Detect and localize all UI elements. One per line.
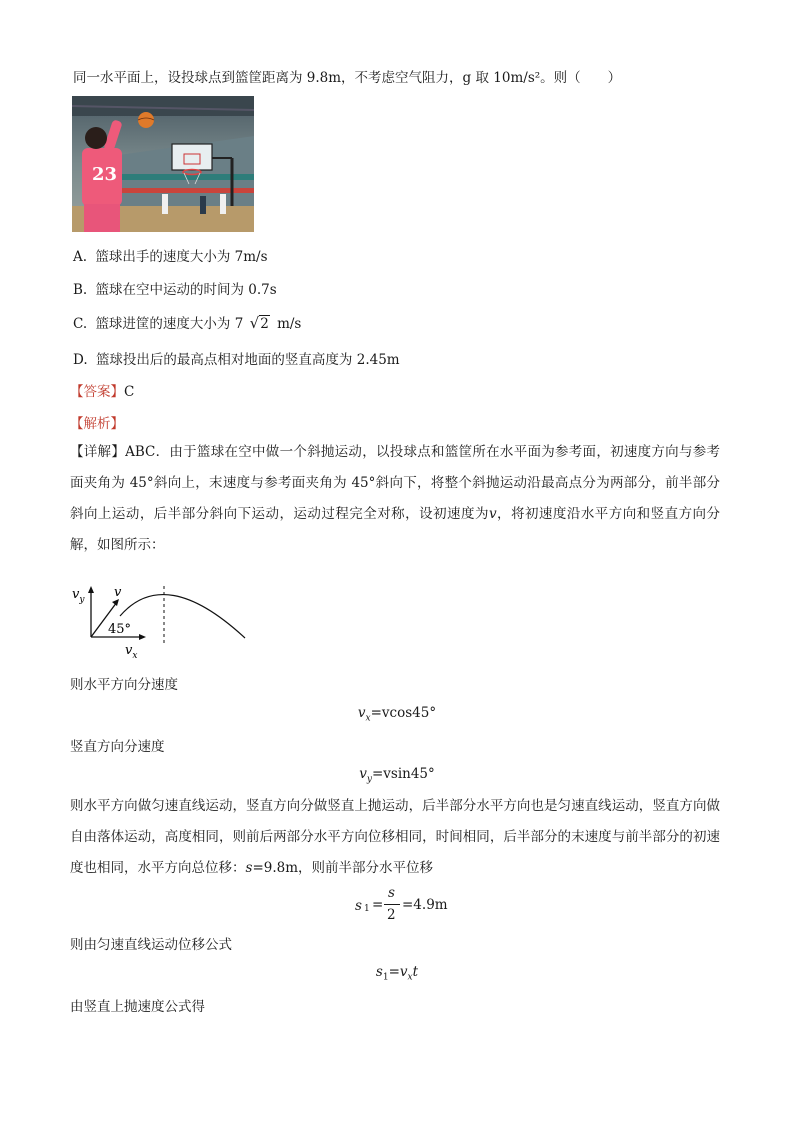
equation-s1-vxt: $s_1=v_xt$ <box>375 964 419 983</box>
option-a-label: A. <box>73 249 88 265</box>
angle-label: 45° <box>108 622 132 637</box>
sqrt-symbol: √2 <box>249 314 269 332</box>
option-a <box>73 245 268 265</box>
option-c-text: 篮球进筐的速度大小为 7 <box>95 316 244 332</box>
vx-label: $v_x$ <box>125 643 138 661</box>
horizontal-component-text: 则水平方向分速度 <box>70 677 178 693</box>
trajectory-curve <box>120 595 245 638</box>
answer-tag: 【答案】 <box>70 384 124 400</box>
option-c-unit: m/s <box>277 316 302 332</box>
equation-vx: $v_x=vcos45^\circ$ <box>357 705 437 724</box>
answer-line <box>70 380 134 400</box>
analysis-paragraph-2: 则水平方向做匀速直线运动，竖直方向分做竖直上抛运动，后半部分水平方向也是匀速直线运动，竖直方向做自由落体运动，高度相同，则前后两部分水平方向位移相同，时间相同，后半部分的末速度与前半部分的初速度也相同，水平方向总位移：s=9.8m，则前半部分水平位移 <box>70 798 720 876</box>
option-d-text: 篮球投出后的最高点相对地面的竖直高度为 2.45m <box>95 352 400 368</box>
question-stem: 同一水平面上，设投球点到篮筐距离为 9.8m，不考虑空气阻力，g 取 10m/s²。则（ ） <box>73 70 622 86</box>
option-b <box>73 278 277 298</box>
velocity-diagram-svg <box>70 582 250 662</box>
basketball-photo-image <box>72 96 254 232</box>
option-a-text: 篮球出手的速度大小为 7m/s <box>95 249 268 265</box>
jersey-number: 23 <box>92 164 118 185</box>
equation-vy: $v_y=vsin45^\circ$ <box>359 766 435 785</box>
vx-arrow-head <box>139 634 146 640</box>
detail-tag: 【详解】 <box>70 444 126 460</box>
option-b-label: B. <box>73 282 88 298</box>
option-c-label: C. <box>73 316 88 332</box>
answer-value: C <box>124 384 135 400</box>
uniform-motion-text: 则由匀速直线运动位移公式 <box>70 937 232 953</box>
para1-var: v <box>488 506 497 522</box>
option-c <box>73 312 301 332</box>
vertical-throw-text: 由竖直上抛速度公式得 <box>70 999 205 1015</box>
analysis-paragraph-1 <box>70 437 720 561</box>
para1-text: ABC．由于篮球在空中做一个斜抛运动，以投球点和篮筐所在水平面为参考面，初速度方向与参考面夹角为 45°斜向上，末速度与参考面夹角为 45°斜向下，将整个斜抛运动沿最高点分为两部分，前半部分斜向上运动，后半部分斜向下运动，运动过程完全对称，设初速度为 <box>70 444 721 522</box>
fraction-bar <box>384 904 400 905</box>
option-d <box>73 348 400 368</box>
sqrt-radicand: 2 <box>260 316 269 332</box>
para1-end: ，将初速度沿水平方向和竖直方向分解，如图所示： <box>70 506 721 553</box>
vertical-component-text: 竖直方向分速度 <box>70 739 165 755</box>
vy-arrow-head <box>88 586 94 593</box>
vy-label: $v_y$ <box>72 587 85 605</box>
basketball-photo <box>72 96 254 232</box>
analysis-tag: 【解析】 <box>70 416 124 432</box>
velocity-diagram <box>70 582 250 662</box>
v-label: v <box>114 585 122 600</box>
option-b-text: 篮球在空中运动的时间为 0.7s <box>95 282 277 298</box>
option-d-label: D. <box>73 352 88 368</box>
